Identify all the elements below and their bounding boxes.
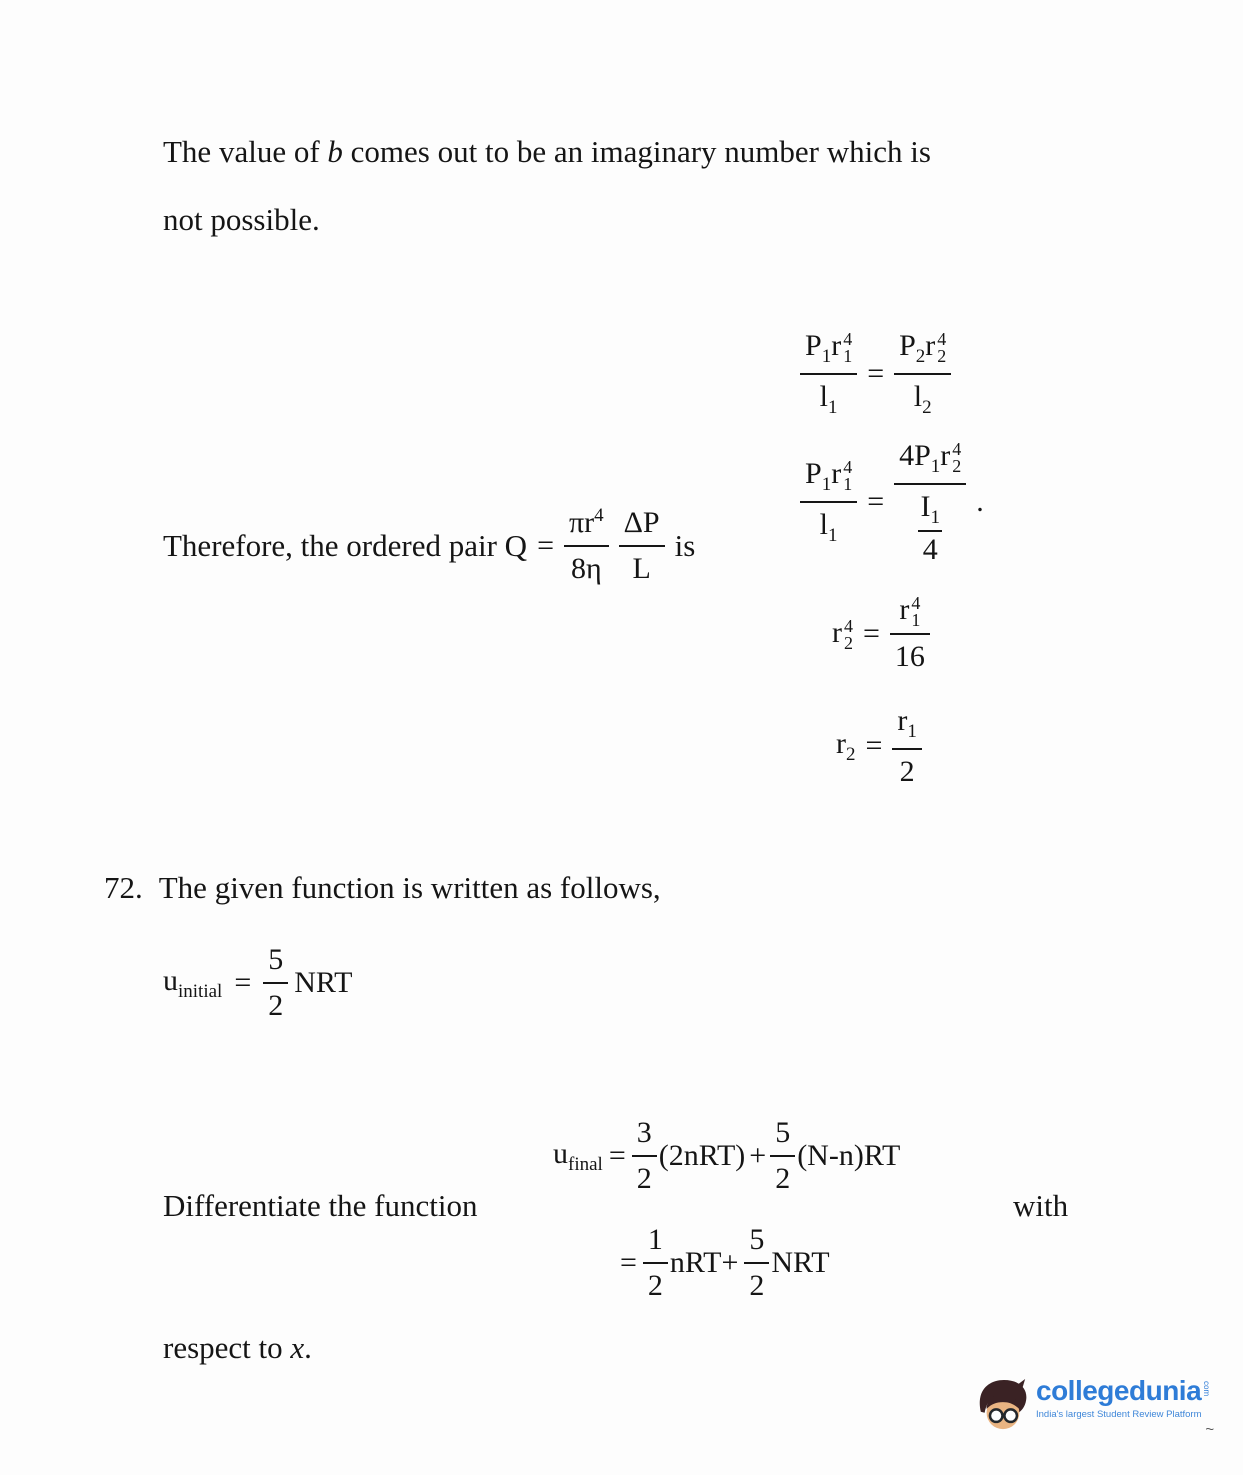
intro-line-2: not possible. [163,202,320,237]
q-fraction-1 [564,505,609,587]
subscript: 1 [911,610,921,631]
sym-r: r [899,593,910,626]
superscript: 4 [844,615,853,636]
fraction-bar [744,1262,769,1264]
denominator [909,379,937,420]
supsub [844,615,853,653]
numerator [564,505,609,541]
sym-P: P [914,439,931,472]
numerator [800,328,857,369]
fraction-bar [800,373,857,375]
differentiate-text: Differentiate the function [163,1188,478,1223]
numerator [800,456,857,497]
equals-sign: = [234,966,252,999]
sym-P: P [805,329,822,362]
sym-r: r [836,726,846,760]
period: . [976,484,984,518]
logo-brand-row [1036,1376,1210,1407]
fraction-bar [632,1155,657,1157]
denominator: 2 [636,1162,652,1195]
fraction-bar [894,373,951,375]
logo-mascot-icon [975,1376,1029,1441]
respect-pre: respect to [163,1330,291,1365]
subscript: 2 [846,743,856,765]
variable-x: x [290,1330,305,1365]
logo-domain-suffix: com [1202,1381,1212,1397]
therefore-text: Therefore, the ordered pair Q [163,528,528,563]
supsub [911,595,920,629]
collegedunia-logo [975,1375,1215,1441]
sym-r: r [832,615,842,649]
supsub [843,331,852,365]
subscript: 2 [937,346,947,367]
fraction-lhs [800,328,857,420]
respect-text [163,1330,312,1366]
u-final-equation-line1 [553,1115,900,1197]
fraction-bar [918,530,942,532]
sym-u: u [163,963,178,997]
fraction-1 [643,1222,668,1304]
problem-number: 72. [104,870,143,905]
sym-l: l [819,507,829,541]
subscript: 2 [844,632,853,653]
numerator: 5 [268,943,284,976]
variable-b: b [327,134,343,169]
sym-I: I [920,489,931,523]
fraction-bar [894,483,966,485]
denominator: 8η [570,552,602,585]
fraction-2 [770,1115,795,1197]
fraction-bar [643,1262,668,1264]
denominator: 2 [899,754,915,788]
numerator [894,328,951,369]
subscript: initial [178,980,223,1002]
sym-r: r [897,704,908,737]
equals-sign: = [867,484,885,518]
subscript: 1 [907,721,917,742]
numerator [892,703,922,744]
numerator [918,491,942,528]
intro-line-1 [163,118,931,186]
subscript: 1 [930,456,941,477]
subscript: final [568,1153,603,1175]
fraction-rhs [890,592,930,675]
supsub [952,441,961,475]
fraction-1 [632,1115,657,1197]
numerator: 1 [647,1223,663,1256]
equals-sign: = [865,729,883,763]
logo-scribble: ~ [1205,1420,1215,1438]
subscript: 1 [843,346,853,367]
subscript: 2 [922,396,932,418]
superscript: 4 [843,329,853,350]
logo-tagline: India's largest Student Review Platform [1036,1408,1202,1420]
supsub [843,456,853,494]
fraction-bar [770,1155,795,1157]
fraction-lhs [800,456,857,548]
fraction-bar [890,633,930,635]
equation-pressure-ratio-1 [800,328,951,420]
lhs-term [832,616,853,652]
problem-72-heading [104,870,661,906]
logo-text-block [1036,1375,1215,1438]
inner-fraction [918,491,942,565]
equation-r-half [836,703,922,790]
sym-r: r [831,329,842,362]
intro-paragraph [163,118,931,254]
fraction-bar [564,545,609,547]
subscript: 1 [828,524,838,546]
u-final-equation-line2 [620,1222,830,1304]
subscript: 1 [843,473,853,494]
paren-term-2: (N-n)RT [797,1139,901,1172]
subscript: 1 [930,506,940,528]
is-text: is [674,528,696,563]
sym-r: r [940,439,951,472]
q-fraction-2 [619,505,665,587]
denominator [815,379,843,420]
fraction-rhs [892,703,922,790]
denominator: L [632,552,651,585]
denominator [815,507,843,548]
denominator: 2 [268,989,284,1022]
problem-text: The given function is written as follows, [158,870,661,905]
numerator [894,592,925,629]
denominator: 4 [922,532,938,566]
numerator [894,438,966,479]
sym-u: u [553,1136,568,1170]
fraction [263,942,288,1024]
fraction-rhs [894,328,951,420]
superscript: 4 [911,593,921,614]
nrt-text: NRT [294,966,353,999]
nrt-text: NRT [771,1246,830,1279]
sym-r: r [831,456,842,490]
numerator: ΔP [623,506,660,539]
denominator: 2 [775,1162,791,1195]
lhs-term [836,727,856,766]
logo-brand: collegedunia [1036,1375,1202,1406]
equals-sign: = [867,356,885,390]
denominator-nested [913,489,947,565]
superscript: 4 [843,456,853,477]
nrt-plus-text: nRT+ [669,1246,739,1279]
subscript: 1 [821,473,832,495]
fraction-bar [619,545,665,547]
u-initial-term [163,964,222,1003]
sym-P: P [899,329,916,362]
equals-sign: = [537,529,554,562]
with-text: with [1013,1188,1069,1223]
subscript: 1 [821,346,832,367]
denominator: 2 [749,1269,765,1302]
superscript: 4 [937,329,947,350]
superscript: 4 [952,439,962,460]
intro-text-pre: The value of [163,134,328,169]
paren-term-1: (2nRT) [658,1139,746,1172]
plus-sign: + [749,1139,767,1172]
fraction-bar [892,748,922,750]
coefficient: 4 [899,439,915,472]
equals-sign: = [620,1246,637,1279]
equation-pressure-ratio-2 [800,438,984,565]
fraction-bar [800,501,857,503]
fraction-bar [263,982,288,984]
fraction-2 [744,1222,769,1304]
equals-sign: = [608,1139,626,1172]
subscript: 2 [952,456,962,477]
numerator: 5 [775,1116,791,1149]
superscript: 4 [594,505,604,526]
period: . [304,1330,312,1365]
therefore-line [163,505,695,587]
denominator: 2 [647,1269,663,1302]
sym-P: P [805,456,822,490]
equals-sign: = [863,616,880,650]
u-final-term [553,1137,603,1176]
supsub [937,331,946,365]
numerator: 5 [749,1223,765,1256]
denominator: 16 [894,640,925,674]
equation-r-fourth [832,592,930,675]
fraction-rhs [894,438,966,565]
subscript: 2 [915,346,926,367]
u-initial-equation [163,942,352,1024]
sym-pi-r: πr [568,506,595,539]
intro-text-post: comes out to be an imaginary number which is [342,134,931,169]
numerator: 3 [636,1116,652,1149]
subscript: 1 [828,396,838,418]
sym-r: r [925,329,936,362]
sym-l: l [913,379,923,413]
sym-l: l [819,379,829,413]
